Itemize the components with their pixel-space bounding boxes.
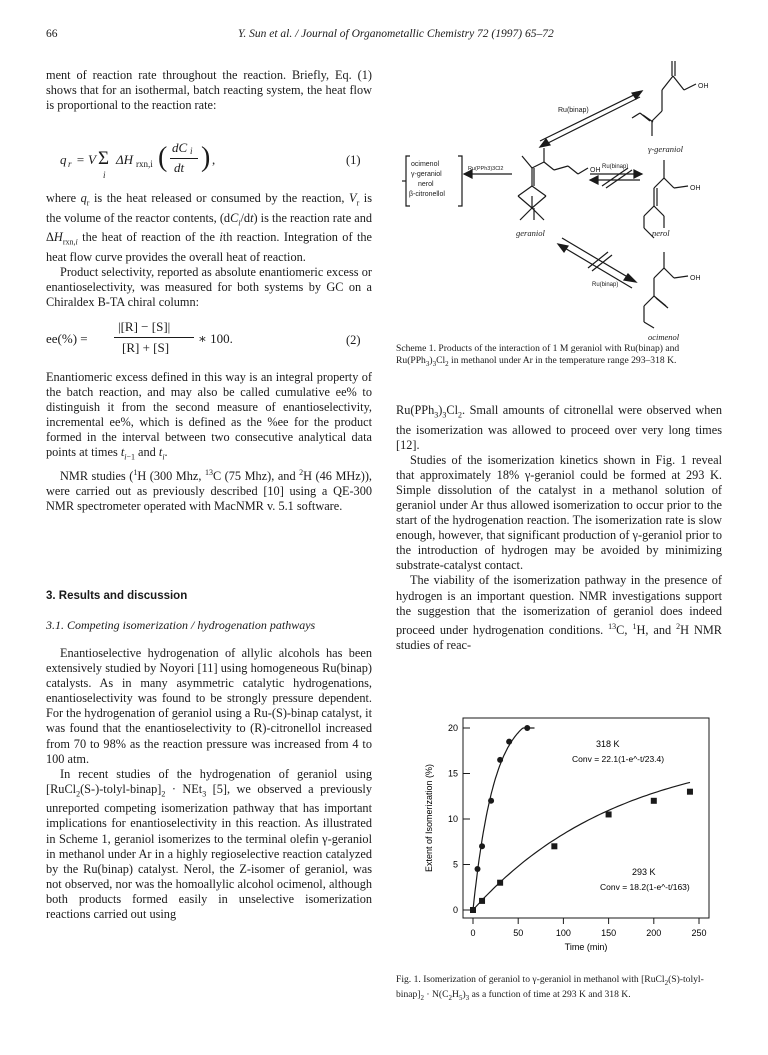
series-name-318: 318 K [596, 739, 620, 749]
data-point-0 [524, 725, 530, 731]
data-point-1 [651, 798, 657, 804]
oh-label: OH [698, 83, 709, 90]
y-tick-label: 20 [447, 723, 458, 733]
data-point-0 [506, 739, 512, 745]
x-tick-label: 150 [601, 928, 617, 938]
x-tick-label: 0 [470, 928, 476, 938]
equation-1-number: (1) [346, 153, 361, 167]
reagent-mid: Ru(binap) [602, 164, 629, 170]
nerol-structure [644, 160, 688, 238]
scheme-box-item: nerol [418, 181, 434, 188]
gamma-geraniol-structure [632, 61, 696, 136]
scheme-box-item: γ-geraniol [411, 171, 442, 178]
y-tick-label: 10 [447, 814, 458, 824]
fit-curve-0 [473, 728, 535, 910]
oh-label: OH [690, 185, 701, 192]
x-axis-label: Time (min) [564, 942, 608, 952]
x-tick-label: 100 [555, 928, 571, 938]
subsection-heading: 3.1. Competing isomerization / hydrogenation pathways [46, 618, 316, 632]
scheme-1 [392, 56, 738, 340]
data-point-1 [551, 843, 557, 849]
equation-1: q r = V Σ i ΔH rxn,i ( dC i dt ) , [60, 140, 216, 180]
data-point-1 [479, 898, 485, 904]
y-axis-label: Extent of Isomerization (%) [424, 763, 434, 873]
x-tick-label: 50 [513, 928, 524, 938]
right-paragraphs: $Ru(PPh_3)_3Cl_2$. Small amounts of citronellal were observed when the isomerization was allowed to proceed over very long times [12]. Studies of the isomerization kinetics shown in Fig. 1 reveal that approximately 18% γ-geraniol could be formed at 293 K. Simple dissolution of the catalyst in a methanol solution of geraniol under Ar thus allowed isomerization to occur prior to the start of the hydrogenation reaction. The isomerization rate is slow enough, however, that significant production of γ-geraniol prior to the introduction of hydrogen may be avoided by minimizing substrate-catalyst contact. The viability of the isomerization pathway in the presence of hydrogen is an important question. NMR investigations support the suggestion that the isomerization of geraniol does indeed proceed under hydrogenation conditions. $^{13}$C, $^1$H, and $^2$H NMR studies of reac- [396, 403, 722, 652]
left-para-1: ment of reaction rate throughout the reaction. Briefly, Eq. (1) shows that for an isothermal, batch reacting system, the heat flow is proportional to the reaction rate: [46, 68, 372, 113]
x-tick-label: 250 [691, 928, 707, 938]
equation-2-number: (2) [346, 333, 361, 347]
left-para-6: Enantioselective hydrogenation of allylic alcohols has been extensively studied by Noyori [11] using homogeneous Ru(binap) catalysts. As in many asymmetric catalytic hydrogenations, enantioselectivity was found to be strongly pressure dependent. For the hydrogenation of geraniol using a Ru-(S)-binap catalyst, it was found that the enantioselectivity to (R)-citronellol increased from 70 to 98% as the reaction pressure was increased from 4 to 100 atm. In recent studies of the hydrogenation of geraniol using $[RuCl_2(S-)-tolyl-binap]_2 \cdot NEt_3$ [5], we observed a previously unreported competing isomerization pathway that has important implications for enantioselectivity in this reaction. As illustrated in Scheme 1, geraniol isomerizes to the terminal olefin γ-geraniol in methanol under Ar in a highly regioselective reaction catalyzed by the Ru(binap) catalyst. Nerol, the Z-isomer of geraniol, was not observed, nor was the homoallylic alcohol ocimenol, although both products formed easily in unselective isomerization reactions carried out using [46, 646, 372, 922]
label-gamma-geraniol: γ-geraniol [648, 144, 683, 154]
data-point-0 [497, 757, 503, 763]
geraniol-structure [518, 148, 588, 220]
figure-1-chart [410, 700, 730, 970]
left-para-2: where $q_r$ is the heat released or consumed by the reaction, $V_r$ is the volume of the reactor contents, $(dC_i/dt)$ is the reaction rate and $\Delta H_{rxn,i}$ the heat of reaction of the ith reaction. Integration of the heat flow curve provides the overall heat of reaction. Product selectivity, reported as absolute enantiomeric excess or enantioselectivity, was measured for both systems by GC on a Chiraldex B-TA chiral column: [46, 191, 373, 309]
y-tick-label: 0 [452, 905, 458, 915]
series-name-293: 293 K [632, 867, 656, 877]
label-nerol: nerol [652, 228, 670, 238]
label-ocimenol: ocimenol [648, 332, 680, 340]
page-number: 66 [46, 28, 58, 40]
data-point-0 [488, 798, 494, 804]
scheme-box-item: β-citronellol [409, 191, 445, 198]
section-heading: 3. Results and discussion [46, 590, 188, 602]
running-title: Y. Sun et al. / Journal of Organometallic Chemistry 72 (1997) 65–72 [238, 28, 554, 40]
fit-label-293: Conv = 18.2(1-e^-t/163) [600, 882, 690, 892]
reagent-left: Ru(PPh3)3Cl2 [468, 166, 504, 172]
data-point-1 [687, 789, 693, 795]
equation-2: ee(%) = |[R] − [S]| [R] + [S] ∗ 100. [46, 319, 233, 355]
y-tick-label: 15 [447, 768, 458, 779]
data-point-1 [470, 907, 476, 913]
x-tick-label: 200 [646, 928, 662, 938]
data-point-1 [497, 880, 503, 886]
data-point-0 [475, 866, 481, 872]
y-tick-label: 5 [452, 859, 458, 870]
data-point-1 [606, 811, 612, 817]
reagent-bot: Ru(binap) [592, 282, 619, 288]
label-geraniol: geraniol [516, 228, 545, 238]
oh-label: OH [690, 275, 701, 282]
reagent-top: Ru(binap) [558, 107, 589, 114]
figure-caption: Fig. 1. Isomerization of geraniol to γ-geraniol in methanol with $[RuCl_2(S)-tolyl-binap]_2 \cdot N(C_2H_5)_3$ as a function of time at 293 K and 318 K. [396, 974, 704, 1002]
data-point-0 [479, 843, 485, 849]
scheme-caption: Scheme 1. Products of the interaction of 1 M geraniol with Ru(binap) and $Ru(PPh_3)_3Cl_2$ in methanol under Ar in the temperature range 293–318 K. [396, 343, 680, 368]
scheme-box-item: ocimenol [411, 161, 440, 168]
oh-label: OH [590, 167, 601, 174]
ocimenol-structure [644, 252, 688, 328]
fit-label-318: Conv = 22.1(1-e^-t/23.4) [572, 754, 665, 764]
left-para-4: Enantiomeric excess defined in this way is an integral property of the batch reaction, and may also be called cumulative ee% to distinguish it from the second measure of enantioselectivity, incremental ee%, which is defined as the %ee for the product formed in the interval between two consecutive analytical data points at times $t_{i-1}$ and $t_i$. NMR studies ($^1$H (300 Mhz, $^{13}$C (75 Mhz), and $^2$H (46 MHz)), were carried out as previously described [10] using a QE-300 NMR spectrometer operated with MacNMR v. 5.1 software. [46, 370, 372, 514]
